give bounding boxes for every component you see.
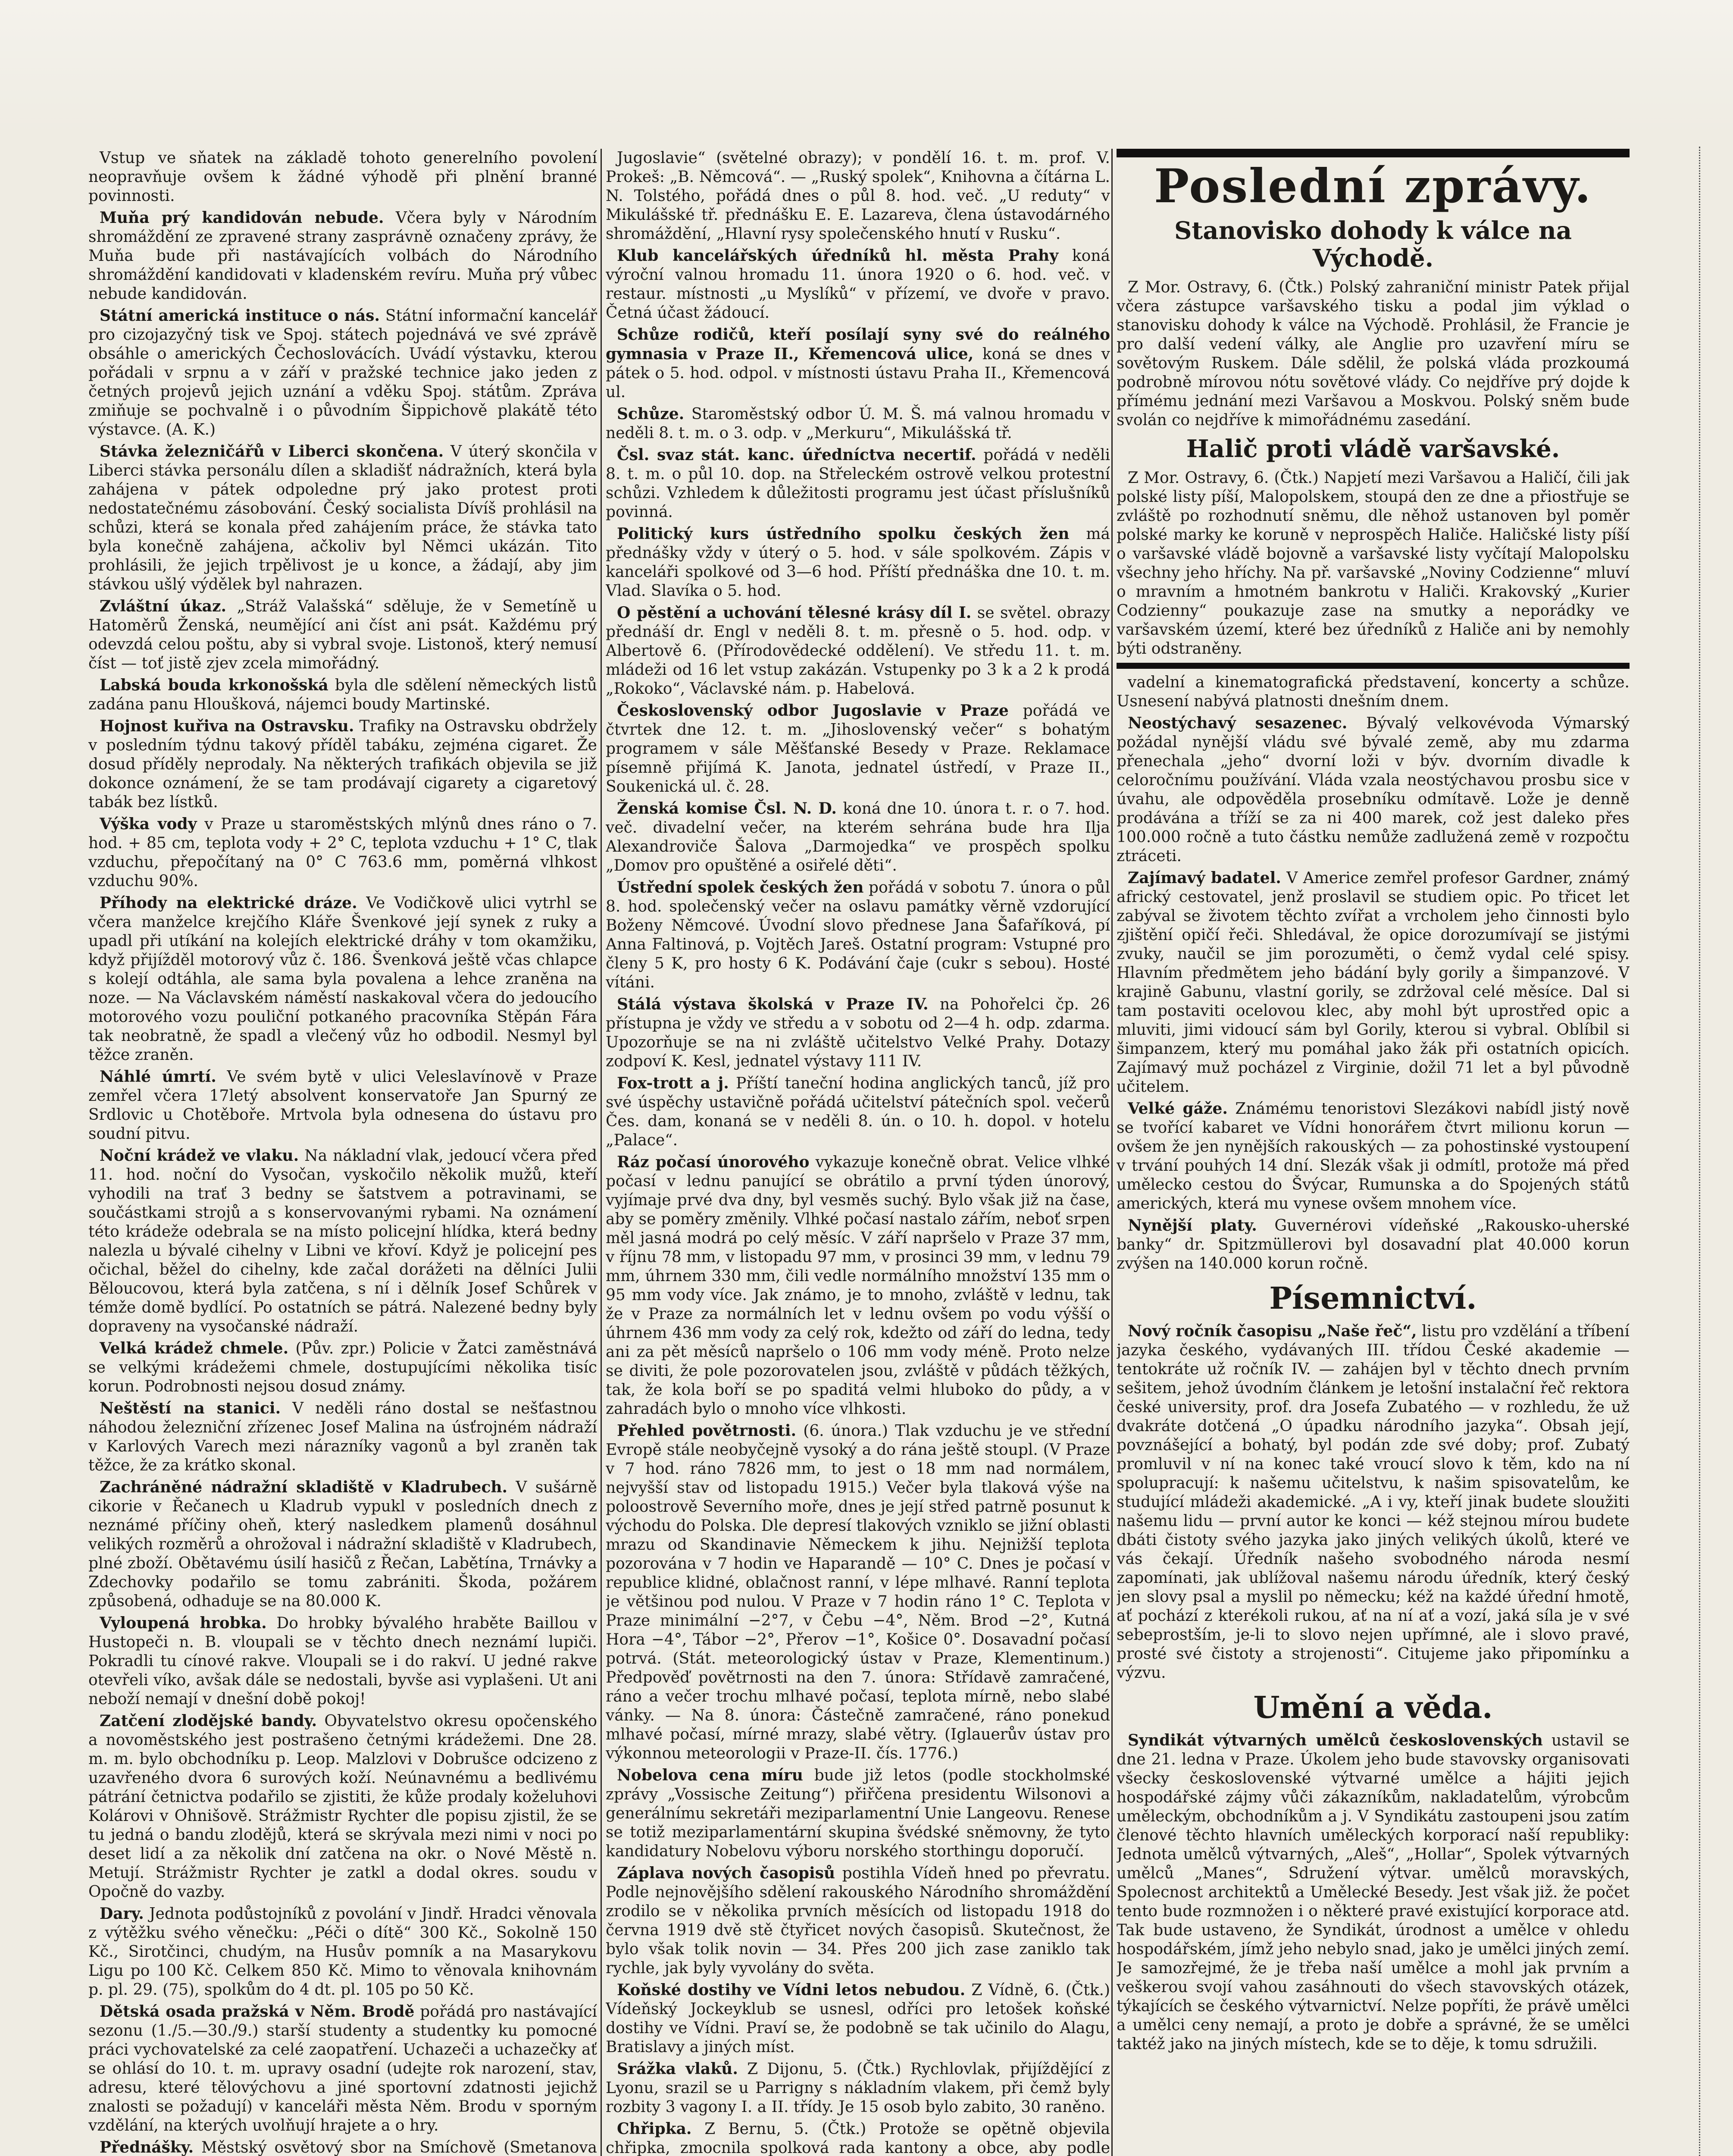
news-item	[1117, 868, 1630, 1097]
item-headline: Přehled povětrnosti.	[617, 1422, 797, 1440]
news-item	[606, 524, 1110, 601]
item-headline: Schůze.	[617, 405, 685, 423]
item-body: Obyvatelstvo okresu opočenského a novoměstského jest postrašeno četnými krádežemi. Dne 28. m. m. bylo obchodníku p. Leop. Malzlovi v Dobrušce odcizeno z uzavřeného dvora 6 surových koží. Neúnavnému a bedlivému pátrání četnictva podařilo se zjistiti, že kůže prodaly koželuhovi Kolárovi v Ohnišově. Strážmistr Rychter dle popisu zjistil, že se tu jedná o bandu zlodějů, která se skrývala mezi nimi v noci po deset lidí a za několik dní zatčena na okr. o Nové Městě n. Metují. Strážmistr Rychter je zatkl a dodal okres. soudu v Opočně do vazby.	[88, 1712, 597, 1901]
item-body: V Americe zemřel profesor Gardner, známý africký cestovatel, jenž proslavil se studiem opic. Po třicet let zabýval se životem těchto zvířat a vrcholem jeho činnosti bylo zjištění opičí řeči. Shledával, že opice dorozumívají se jistými zvuky, naučil se jim porozuměti, o čemž vydal celé spisy. Hlavním předmětem jeho bádání byly gorily a šimpanzové. V krajině Gabunu, vlastní gorily, se zdržoval celé měsíce. Dal si tam postaviti ocelovou klec, aby mohl být uprostřed opic a mluviti, jimi vidoucí sám byl Gorily, kterou si vybral. Oblíbil si šimpanzem, který mu pomáhal jako žák při ostatních opicích. Zajímavý muž pocházel z Virginie, dožil 71 let a byl původně učitelem.	[1117, 869, 1630, 1096]
news-item	[88, 442, 597, 594]
item-body: Vstup ve sňatek na základě tohoto generelního povolení neopravňuje ovšem k žádné výhodě při plnění branné povinnosti.	[88, 149, 597, 205]
banner-rule	[1117, 149, 1630, 157]
item-body: Ve Vodičkově ulici vytrhl se včera manželce krejčího Kláře Švenkové její synek z ruky a upadl při utíkání na kolejích elektrické dráhy v tom okamžiku, když přijížděl motorový vůz č. 186. Švenková ještě včas chlapce s kolejí odtáhla, ale sama byla povalena a lehce zraněna na noze. — Na Václavském náměstí naskakoval včera do jedoucího motorového vozu pouliční potkaného pracovníka Stěpán Fára tak neobratně, že spadl a vlečený vůz ho odbodil. Nesmyl byl těžce zraněn.	[88, 894, 597, 1064]
item-body: Jednota podůstojníků z povolání v Jindř. Hradci věnovala z výtěžku svého věnečku: „Péči o dítě“ 300 Kč., Sokolně 150 Kč., Sirotčinci, chudým, na Husův pomník a na Masarykovu Ligu po 100 Kč. Celkem 850 Kč. Mimo to věnovala knihovnám p. pl. 29. (75), spolkům do 4 dt. pl. 105 po 50 Kč.	[88, 1905, 597, 1999]
item-body: ustavil se dne 21. ledna v Praze. Úkolem jeho bude stavovsky organisovati všecky československé výtvarné umělce a hájiti jejich hospodářské zájmy vůči zákazníkům, nakladatelům, výrobcům uměleckým, obchodníkům a j. V Syndikátu zastoupeni jsou zatím členové těchto hlavních uměleckých korporací naší republiky: Jednota umělců výtvarných, „Aleš“, „Hollar“, Spolek výtvarných umělců „Manes“, Sdružení výtvar. umělců moravských, Spolecnost architektů a Umělecké Besedy. Jest však již. že počet tento bude rozmnožen i o některé pravé existující korporace atd. Tak bude ustaveno, že Syndikát, úrodnost a umělce v ohledu hospodářském, jímž jeho nebylo snad, jako je umělci jiných zemí. Je samozřejmé, že je třeba naší umělce a mohl jak prvním a veškerou svojí vahou zasáhnouti do všech stavovských otázek, týkajících se českého výtvarnictví. Nelze popříti, že právě umělci a umělci ceny nemají, a proto je dobře a správné, že se umělci taktéž jako na jiných místech, kde se to děje, k tomu sdružili.	[1117, 1732, 1630, 2053]
item-headline: Dětská osada pražská v Něm. Brodě	[100, 2002, 415, 2021]
article-text: Z Mor. Ostravy, 6. (Čtk.) Napjetí mezi Varšavou a Haličí, čili jak polské listy píší, Malopolskem, stoupá den ze dne a přiostřuje se zvláště po rozhodnutí sněmu, dle něhož ustanoven byl poměr polské marky ke koruně v neprospěch Haliče. Haličské listy píší o varšavské vládě bojovně a varšavské listy vyčítají Malopolsku všechny jeho hříchy. Na př. varšavské „Noviny Codzienne“ mluví o mravním a hmotném bankrotu v Haliči. Krakovský „Kurier Codzienny“ poukazuje zase na smutky a neporádky ve varšavském území, které bez úředníků z Haliče ani by nemohly býti odstraněny.	[1117, 469, 1630, 658]
item-headline: Labská bouda krkonošská	[100, 676, 328, 694]
news-item	[88, 149, 597, 206]
item-headline: Neštěstí na stanici.	[100, 1399, 281, 1417]
item-body: koná se dnes v pátek o 5. hod. odpol. v místnosti ústavu Praha II., Křemencová ul.	[606, 345, 1110, 401]
news-item	[606, 1421, 1110, 1763]
item-body: v Praze u staroměstských mlýnů dnes ráno o 7. hod. + 85 cm, teplota vody + 2° C, teplota vzduchu + 1° C, tlak vzduchu, přepočítaný na 0° C 763.6 mm, poměrná vlhkost vzduchu 90%.	[88, 815, 597, 890]
news-item	[606, 701, 1110, 796]
item-headline: Československý odbor Jugoslavie v Praze	[617, 702, 1009, 720]
news-item	[606, 878, 1110, 992]
item-body: Z Vídně, 6. (Čtk.) Vídeňský Jockeyklub se usnesl, odříci pro letošek koňské dostihy ve Vídni. Praví se, že podobně se tak učinilo do Alagu, Bratislavy a jiných míst.	[606, 1981, 1110, 2056]
item-body: vykazuje konečně obrat. Velice vlhké počasí v lednu panující se obrátilo a první týden únorový, vyjímaje prvé dva dny, byl vesměs suchý. Bylo však již na čase, aby se poměry změnily. Vlhké počasí nastalo zářím, neboť srpen měl jasná modrá po celý měsíc. V září napršelo v Praze 37 mm, v říjnu 78 mm, v listopadu 97 mm, v prosinci 39 mm, v lednu 79 mm, úhrnem 330 mm, čili vedle normálního množství 135 mm o 95 mm vody více. Jak známo, je to mnoho, zvláště v lednu, tak že v Praze za normálních let v lednu ovšem po vodu výšší o úhrnem 436 mm vody za celý rok, kdežto od září do ledna, tedy ani za pět měsíců napršelo o 106 mm vody méně. Proto nelze se diviti, že pole pozorovatelen jsou, zvláště v půdách těžkých, tak, že kola boří se po spaditá velmi hluboko do půdy, a v zahradách bylo o mnoho více vlhkosti.	[606, 1153, 1110, 1418]
item-body: Známému tenoristovi Slezákovi nabídl jistý nově se tvořící kabaret ve Vídni honorářem čtvrt milionu korun — ovšem že jen nynějších rakouských — za pohostinské vystoupení v trvání pouhých 14 dní. Slezák však ji odmítl, protože má před umělecko cestou do Švýcar, Rumunska a do Spojených států amerických, která mu vynese ovšem mnohem více.	[1117, 1100, 1630, 1213]
news-item	[88, 306, 597, 439]
item-body: Bývalý velkovévoda Výmarský požádal nynější vládu své bývalé země, aby mu zdarma přenechala „jeho“ dvorní loži v býv. dvorním divadle k celoročnímu používání. Vláda vzala neostýchavou prosbu sice v úvahu, ale odpověděla prosebníku odmítavě. Lože je denně prodávána a tříží se za ni 400 marek, což jest daleko přes 100.000 ročně a tuto částku nemůže zadlužená země v rozpočtu ztráceti.	[1117, 714, 1630, 865]
item-headline: Náhlé úmrtí.	[100, 1068, 216, 1086]
news-item	[606, 445, 1110, 522]
item-body: Včera byly v Národním shromáždění ze zpravené strany zasprávně označeny zprávy, že Muňa bude při nastávajících volbách do Národního shromáždění kandidovati v kladenském revíru. Muňa prý vůbec nebude kandidován.	[88, 209, 597, 303]
item-body: (Pův. zpr.) Policie v Žatci zaměstnává se velkými krádežemi chmele, dostupujícími několika tisíc korun. Podrobnosti nejsou dosud známy.	[88, 1340, 597, 1395]
item-headline: Nynější platy.	[1128, 1216, 1257, 1235]
item-headline: Ústřední spolek českých žen	[617, 878, 864, 896]
item-body: Do hrobky bývalého hraběte Baillou v Hustopeči n. B. vloupali se v těchto dnech neznámí lupiči. Pokradli tu cínové rakve. Vloupali se i do rakví. U jedné rakve otevřeli víko, avšak dále se nedostali, byvše asi vyplašeni. Ut ani neboží nemají v dnešní době pokoj!	[88, 1614, 597, 1708]
news-item	[88, 815, 597, 891]
item-body: má přednášky vždy v úterý o 5. hod. v sále spolkovém. Zápis v kanceláři spolkové od 3—6 hod. Příští přednáška dne 10. t. m. Vlad. Slavíka o 5. hod.	[606, 525, 1110, 600]
news-item	[88, 717, 597, 812]
item-headline: Státní americká instituce o nás.	[100, 307, 380, 325]
binding-edge	[1699, 147, 1717, 2156]
item-headline: Stávka železničářů v Liberci skončena.	[100, 442, 444, 461]
item-body: pořádá pro nastávající sezonu (1./5.—30./9.) starší studenty a studentky ku pomocné práci vychovatelské za celé zaopatření. Uchazeči a uchazečky ať se ohlásí do 10. t. m. upravy osadní (udejte rok narození, stav, adresu, které tělovýchovu a jiné sportovní zdatnosti jejichž znalosti se požadují) v kanceláři města Něm. Brodu v sporným vzdělání, na kterých uvolňují hrajete a o hry.	[88, 2003, 597, 2134]
item-body: koná dne 10. února t. r. o 7. hod. več. divadelní večer, na kterém sehrána bude hra Ilja Alexandroviče Šalova „Darmojedka“ ve prospěch spolku „Domov pro opuštěné a osiřelé děti“.	[606, 800, 1110, 874]
column-right	[1117, 149, 1630, 2156]
item-headline: Muňa prý kandidován nebude.	[100, 209, 384, 227]
news-item	[88, 1339, 597, 1396]
news-item	[606, 1766, 1110, 1861]
news-item	[606, 246, 1110, 323]
item-headline: Zvláštní úkaz.	[100, 597, 226, 615]
item-headline: Dary.	[100, 1905, 144, 1923]
news-item	[606, 603, 1110, 699]
item-body: postihla Vídeň hned po převratu. Podle nejnovějšího sdělení rakouského Národního shromáždění zrodilo se v několika prvních měsících od listopadu 1918 do června 1919 dvě stě čtyřicet nových časopisů. Skutečnost, že bylo však tolik novin — 34. Přes 200 jich zase zaniklo tak rychle, jak byly vyvolány do světa.	[606, 1865, 1110, 1977]
news-item	[1117, 714, 1630, 866]
item-headline: Stálá výstava školská v Praze IV.	[617, 995, 929, 1013]
column-rule	[601, 149, 602, 2156]
item-body: listu pro vzdělání a tříbení jazyka českého, vydávaných III. třídou České akademie — tentokráte už ročník IV. — zahájen byl v těchto dnech prvním sešitem, jehož úvodním článkem je letošní instalační řeč rektora české university, prof. dra Josefa Zubatého — v rozhledu, že už dvakráte dotčená „O úpadku národního jazyka“. Obsah její, povznášející a bohatý, byl podán zde své doby; prof. Zubatý promluvil v ní na konec také vroucí slovo k těm, kdo na ní spolupracují: k našemu učitelstvu, k našim spisovatelům, ke studující mládeži akademické. „A i vy, kteří jinak budete sloužiti našemu lidu — první autor ke konci — kéž stejnou mírou budete dbáti čistoty svého jazyka jako jiných velikých úkolů, které ve vás čekají. Úředník našeho svobodného národa nesmí zapomínati, jak ublížoval našemu národu úředník, který český jen slovy psal a myslil po německu; kéž na každé úřední hmotě, ať pochází z kterékoli rukou, ať na ní ať a vozí, jaká síla je v své sebeprostším, je-li to slovo nejen upřímné, ale i slovo pravé, prosté své čistoty a strojenosti“. Citujeme jako připomínku a výzvu.	[1117, 1322, 1630, 1682]
news-item	[606, 1153, 1110, 1419]
item-body: Staroměstský odbor Ú. M. Š. má valnou hromadu v neděli 8. t. m. o 3. odp. v „Merkuru“, Mikulášská tř.	[606, 405, 1110, 442]
news-item	[88, 1399, 597, 1475]
item-headline: Politický kurs ústředního spolku českých žen	[617, 525, 1070, 543]
item-headline: Srážka vlaků.	[617, 2060, 738, 2078]
item-body: Ve svém bytě v ulici Veleslavínově v Praze zemřel včera 17letý absolvent konservatoře Jan Spurný ze Srdlovic u Chotěboře. Mrtvola byla odnesena do ústavu pro soudní pitvu.	[88, 1068, 597, 1143]
item-headline: Nobelova cena míru	[617, 1766, 803, 1784]
item-headline: Vyloupená hrobka.	[100, 1614, 267, 1632]
item-headline: Schůze rodičů, kteří posílají syny své do reálného gymnasia v Praze II., Křemencová ulice,	[606, 326, 1110, 363]
column-left	[88, 149, 597, 2156]
news-item	[606, 149, 1110, 244]
literature-items	[1117, 1322, 1630, 1683]
news-item	[88, 1146, 597, 1336]
news-item	[88, 676, 597, 714]
item-headline: Zatčení zlodějské bandy.	[100, 1712, 317, 1730]
news-item	[606, 1864, 1110, 1978]
article-text: vadelní a kinematografická představení, koncerty a schůze. Usnesení nabývá platnosti dnešním dnem.	[1117, 674, 1630, 710]
news-item	[88, 597, 597, 673]
column-middle	[606, 149, 1110, 2156]
news-item	[88, 208, 597, 304]
item-body: Guvernérovi vídeňské „Rakousko-uherské banky“ dr. Spitzmüllerovi byl dosavadní plat 40.000 korun zvýšen na 140.000 korun ročně.	[1117, 1217, 1630, 1272]
banner-title: Poslední zprávy.	[1154, 159, 1592, 213]
item-headline: Ráz počasí únorového	[617, 1153, 810, 1171]
item-body: „Stráž Valašská“ sděluje, že v Semetíně u Hatoměrů Ženská, neumějící ani číst ani psát. Každému prý odevzdá celou poštu, aby si vybral svoje. Listonoš, který nemusí číst — toť jistě zjev zcela mimořádný.	[88, 598, 597, 672]
news-item	[88, 1067, 597, 1144]
news-item	[606, 799, 1110, 875]
news-item	[88, 1711, 597, 1902]
news-item	[88, 2138, 597, 2156]
news-item	[606, 2059, 1110, 2117]
section-title: Umění a věda.	[1253, 1689, 1493, 1725]
item-body: V neděli ráno dostal se nešťastnou náhodou železniční zřízenec Josef Malina na úsťrojném nádraží v Karlových Varech mezi nárazníky vagonů a byl zraněn tak těžce, že za krátko skonal.	[88, 1400, 597, 1474]
item-headline: Klub kancelářských úředníků hl. města Prahy	[617, 247, 1059, 265]
news-item	[1117, 1099, 1630, 1213]
item-body: bude již letos (podle stockholmské zprávy „Vossische Zeitung“) přiřčena presidentu Wilsonovi a generálnímu sekretáři meziparlamentní Unie Langeovu. Renese se totiž meziparlamentární skupina švédské sněmovny, že tyto kandidatury Nobelovu výboru norského storthingu doporučí.	[606, 1767, 1110, 1860]
news-item	[606, 1074, 1110, 1150]
item-body: (6. února.) Tlak vzduchu je ve střední Evropě stále neobyčejně vysoký a do rána ještě stoupl. (V Praze v 7 hod. ráno 7826 mm, to jest o 18 mm nad normálem, nejvyšší stav od listopadu 1915.) Večer byla tlaková výše na poloostrově Severního moře, dnes je její střed patrně posunut k východu do Polska. Dle depresí tlakových vzniklo se jižní oblasti mrazu od Skandinavie Německem k jihu. Nejnižší teplota pozorována v 7 hodin ve Haparandě — 10° C. Dnes je počasí v republice klidné, oblačnost ranní, v lépe mlhavé. Ranní teplota je většinou pod nulou. V Praze v 7 hodin ráno 1° C. Teplota v Praze minimální −2°7, v Čebu −4°, Něm. Brod −2°, Kutná Hora −4°, Tábor −2°, Přerov −1°, Košice 0°. Dosavadní počasí potrvá. (Stát. meteorologický ústav v Praze, Klementinum.) Předpověď povětrnosti na den 7. února: Střídavě zamračené, ráno a večer trochu mlhavé počasí, teplota mírně, nebo slabé vánky. — Na 8. února: Částečně zamračené, ráno ponekud mlhavé počasí, mírné mrazy, slabé větry. (Iglauerův ústav pro výkonnou meteorologii v Praze-II. čís. 1776.)	[606, 1422, 1110, 1762]
news-item	[1117, 1322, 1630, 1683]
item-body: pořádá ve čtvrtek dne 12. t. m. „Jihoslovenský večer“ s bohatým programem v sále Měšťanské Besedy v Praze. Reklamace písemně přijímá K. Janota, jednatel ústředí, v Praze II., Soukenická ul. č. 28.	[606, 702, 1110, 796]
item-headline: Zachráněné nádražní skladiště v Kladrubech.	[100, 1478, 508, 1496]
item-body: Z Dijonu, 5. (Čtk.) Rychlovlak, přijíždějící z Lyonu, srazil se u Parrigny s nákladním vlakem, při čemž byly rozbity 3 vagony I. a II. třídy. Je 15 osob bylo zabito, 30 raněno.	[606, 2060, 1110, 2116]
item-body: Jugoslavie“ (světelné obrazy); v pondělí 16. t. m. prof. V. Prokeš: „B. Němcová“. — „Ruský spolek“, Knihovna a čítárna L. N. Tolstého, pořádá dnes o půl 8. hod. več. „U reduty“ v Mikulášské tř. přednášku E. E. Lazareva, člena ústavodárného shromáždění, „Hlavní rysy společenského hnutí v Rusku“.	[606, 149, 1110, 243]
art-items	[1117, 1731, 1630, 2054]
item-headline: Výška vody	[100, 815, 197, 833]
news-item	[1117, 1216, 1630, 1273]
news-item	[88, 893, 597, 1065]
item-body: se světel. obrazy přednáší dr. Engl v neděli 8. t. m. přesně o 5. hod. odp. v Albertově 6. (Přírodovědecké oddělení). Ve středu 11. t. m. mládeži od 16 let vstup zakázán. Vstupenky po 3 k a 2 k prodá „Rokoko“, Václavské nám. p. Habelová.	[606, 604, 1110, 698]
item-headline: Chřipka.	[617, 2120, 692, 2138]
item-body: Na nákladní vlak, jedoucí včera před 11. hod. noční do Vysočan, vyskočilo několik mužů, kteří vyhodili na trať 3 bedny se šatstvem a potravinami, se součástkami strojů a s konservovanými rybami. Na oznámení této krádeže odebrala se na místo policejní hlídka, která bedny nalezla u bývalé cihelny v Libni ve křoví. Když je policejní pes očichal, běžel do cihelny, kde začal dorážeti na dělníci Julii Běloucovou, která byla zatčena, s ní i dělník Josef Schůrek v témže domě bydlící. Po ostatních se pátrá. Nalezené bedny byly dopraveny na vysočanské nádraží.	[88, 1147, 597, 1335]
news-item	[606, 404, 1110, 443]
item-headline: Záplava nových časopisů	[617, 1864, 835, 1882]
item-headline: Příhody na elektrické dráze.	[100, 894, 357, 912]
news-item	[606, 1981, 1110, 2057]
item-body: V úterý skončila v Liberci stávka personálu dílen a skladišť nádražních, která byla zahájena v pátek odpoledne prý jako protest proti nedostatečnému zásobování. Český socialista Dívíš prohlásil na schůzi, která se konala před zahájením práce, že stávka tato byla konečně zahájena, ačkoliv byl Němci ukázán. Tito prohlásili, že jejich trpělivost je u konce, a žádají, aby jim stávkou ušlý výdělek byl nahrazen.	[88, 443, 597, 593]
headline: Stanovisko dohody k válce na Východě.	[1174, 216, 1572, 273]
column-rule	[1111, 149, 1113, 2156]
news-item	[88, 1478, 597, 1611]
item-headline: Fox-trott a j.	[617, 1074, 729, 1092]
news-items	[1117, 714, 1630, 1273]
item-body: Státní informační kancelář pro cizojazyčný tisk ve Spoj. státech pojednává ve své zprávě obsáhle o amerických Čechoslovácích. Uvádí výstavku, kterou pořádali v srpnu a v září v pražské technice jako jeden z četných projevů jejich uznání a vděku Spoj. státům. Zpráva zmiňuje se pochvalně i o původním Šippichově plakátě této výstavce. (A. K.)	[88, 307, 597, 439]
item-headline: Koňské dostihy ve Vídni letos nebudou.	[617, 1981, 966, 1999]
item-headline: Ženská komise Čsl. N. D.	[617, 799, 837, 818]
news-item	[606, 325, 1110, 402]
item-headline: Neostýchavý sesazenec.	[1128, 714, 1348, 732]
section-title: Písemnictví.	[1269, 1280, 1477, 1316]
article-text: Z Mor. Ostravy, 6. (Čtk.) Polský zahraniční ministr Patek přijal včera zástupce varšavského tisku a podal jim výklad o stanovisku dohody k válce na Východě. Prohlásil, že Francie je pro další vedení války, ale Anglie pro uzavření míru se sovětovým Ruskem. Dále sdělil, že polská vláda prozkoumá podrobně mírovou nótu sovětové vlády. Co nejdříve prý dojde k přímému jednání mezi Varšavou a Moskvou. Polský sněm bude svolán co nejdříve k mimořádnému zasedání.	[1117, 279, 1630, 429]
item-headline: Noční krádež ve vlaku.	[100, 1147, 299, 1165]
item-headline: Zajímavý badatel.	[1128, 869, 1281, 887]
scan-top-margin	[0, 0, 1733, 134]
news-item	[606, 2119, 1110, 2156]
item-headline: Syndikát výtvarných umělců československých	[1128, 1731, 1543, 1749]
news-item	[88, 2002, 597, 2135]
item-headline: Nový ročník časopisu „Naše řeč“,	[1128, 1322, 1417, 1340]
news-item	[606, 995, 1110, 1071]
item-headline: Přednášky.	[100, 2138, 194, 2156]
item-body: Příští taneční hodina anglických tanců, jíž pro své úspěchy ustavičně pořádá učitelství pátečních spol. večerů Čes. dam, konaná se v neděli 8. ún. o 10. h. dopol. v hotelu „Palace“.	[606, 1075, 1110, 1149]
item-body: Trafiky na Ostravsku obdržely v posledním týdnu takový příděl tabáku, zejména cigaret. Že dosud příděly neprodaly. Na některých trafikách objevila se již dokonce oznámení, že se tam prodávají cigarety a cigaretový tabák bez lístků.	[88, 718, 597, 811]
item-body: Z Bernu, 5. (Čtk.) Protože se opětně objevila chřipka, zmocnila spolková rada kantony a obce, aby podle	[606, 2120, 1110, 2156]
headline: Halič proti vládě varšavské.	[1186, 435, 1560, 463]
item-headline: Hojnost kuřiva na Ostravsku.	[100, 717, 354, 735]
news-item	[88, 1614, 597, 1709]
item-headline: Velké gáže.	[1128, 1100, 1228, 1118]
news-item	[88, 1904, 597, 1999]
section-rule	[1117, 663, 1630, 669]
item-body: Městský osvětový sbor na Smíchově (Smetanova	[201, 2139, 597, 2156]
item-headline: Čsl. svaz stát. kanc. úředníctva necertif.	[617, 446, 976, 464]
item-body: koná výroční valnou hromadu 11. února 1920 o 6. hod. več. v restaur. místnosti „u Myslíků“ v přízemí, ve dvoře v pravo. Četná účast žádoucí.	[606, 247, 1110, 322]
item-headline: O pěstění a uchování tělesné krásy díl I.	[617, 604, 972, 622]
news-item	[1117, 1731, 1630, 2054]
item-body: pořádá v neděli 8. t. m. o půl 10. dop. na Střeleckém ostrově velkou protestní schůzi. Vzhledem k důležitosti programu jest účast příslušníků povinná.	[606, 446, 1110, 521]
item-headline: Velká krádež chmele.	[100, 1339, 289, 1357]
item-body: byla dle sdělení německých listů zadána panu Hloušková, nájemci boudy Martinské.	[88, 677, 597, 713]
item-body: pořádá v sobotu 7. února o půl 8. hod. společenský večer na oslavu památky věrně vzdorující Boženy Němcové. Úvodní slovo přednese Jana Šafaříková, pí Anna Faltinová, p. Vojtěch Jareš. Ostatní program: Vstupné pro členy 5 K, pro hosty 6 K. Podávání čaje (cukr s sebou). Hosté vítáni.	[606, 879, 1110, 991]
item-body: V sušárně cikorie v Řečanech u Kladrub vypukl v posledních dnech z neznámé příčiny oheň, který nasledkem plamenů dosáhnul velikých rozměrů a ohrožoval i nádražní skladiště v Kladrubech, plné zboží. Obětavému úsilí hasičů z Řečan, Labětína, Trnávky a Zdechovky podařilo se tomu zabrániti. Škoda, požárem způsobená, odhaduje se na 80.000 K.	[88, 1479, 597, 1610]
item-body: na Pohořelci čp. 26 přístupna je vždy ve středu a v sobotu od 2—4 h. odp. zdarma. Upozorňuje se na ni zvláště učitelstvo Velké Prahy. Dotazy zodpoví K. Kesl, jednatel výstavy 111 IV.	[606, 996, 1110, 1070]
